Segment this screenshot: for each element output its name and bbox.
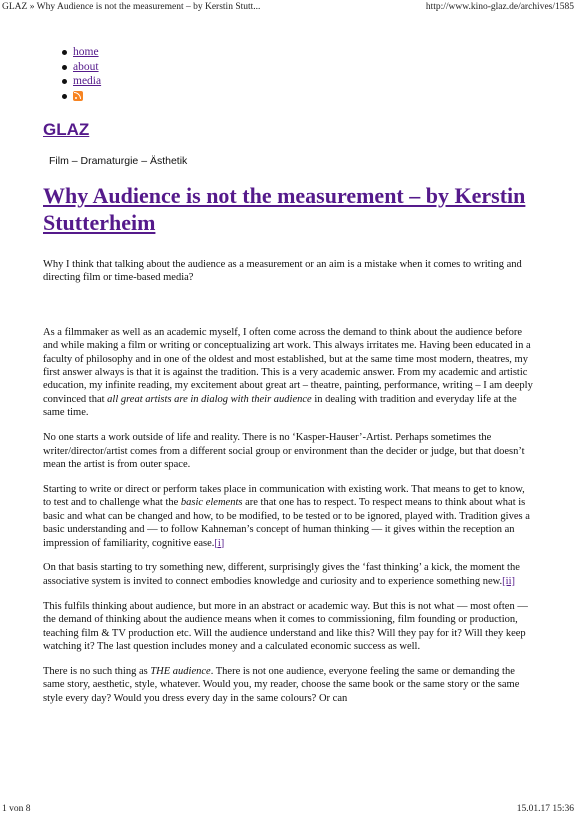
rss-feed-link[interactable] xyxy=(73,90,83,102)
site-navigation xyxy=(62,45,101,103)
footnote-link-1[interactable]: [i] xyxy=(214,537,225,549)
nav-item-rss xyxy=(62,89,101,104)
nav-item-home xyxy=(62,45,101,60)
paragraph-2: No one starts a work outside of life and reality. There is no ‘Kasper-Hauser’-Artist. Perhaps sometimes the writer/director/artist comes from a different social group or environment than the decider or judge, but that doesn’t mean the artist is from outer space. xyxy=(43,432,525,470)
paragraph-1-text-end: in dealing with tradition and everyday life at the same time. xyxy=(43,393,517,419)
post-title-link[interactable]: Why Audience is not the measurement – by Kerstin Stutterheim xyxy=(43,183,526,235)
print-footer xyxy=(0,802,577,816)
paragraph-6 xyxy=(43,665,535,705)
nav-link-home[interactable]: home xyxy=(73,46,99,58)
paragraph-4-text: On that basis starting to try something new, different, surprisingly gives the ‘fast thinking’ a kick, the moment the associative system is invited to connect embodies knowledge and curiosity and to experience something new. xyxy=(43,562,520,587)
paragraph-6-text-end: . There is not one audience, everyone feeling the same or demanding the same story, aesthetic, style, whatever. Would you, my reader, choose the same book or the same story or the same style every day? Would you dress every day in the same colours? Or can xyxy=(43,665,520,704)
nav-link-about[interactable]: about xyxy=(73,60,99,73)
post-title xyxy=(43,182,543,236)
post-intro: Why I think that talking about the audience as a measurement or an aim is a mistake when it comes to writing and directing film or time-based media? xyxy=(43,259,522,284)
print-header xyxy=(0,0,577,14)
paragraph-6-text: There is no such thing as xyxy=(43,665,151,677)
print-footer-page: 1 von 8 xyxy=(2,804,31,814)
nav-link-media[interactable]: media xyxy=(73,75,102,87)
footnote-link-2[interactable]: [ii] xyxy=(502,575,515,587)
paragraph-1 xyxy=(43,326,535,420)
nav-item-about xyxy=(62,60,101,75)
paragraph-3-text: Starting to write or direct or perform takes place in communication with existing work. That means to get to know, to test and to challenge what the xyxy=(43,483,525,509)
site-title-link[interactable]: GLAZ xyxy=(43,120,90,139)
site-title xyxy=(43,120,89,140)
paragraph-6-emphasis: THE audience xyxy=(150,665,211,677)
print-header-title: GLAZ » Why Audience is not the measurement – by Kerstin Stutt... xyxy=(2,2,261,12)
paragraph-3 xyxy=(43,483,535,550)
print-header-url: http://www.kino-glaz.de/archives/1585 xyxy=(425,2,574,12)
rss-feed-icon[interactable] xyxy=(73,91,83,101)
paragraph-5: This fulfils thinking about audience, but more in an abstract or academic way. But this is not what — most often — the demand of thinking about the audience means when it comes to commissioning, film founding or production, teaching film & TV production etc. Will the audience understand and like this? Will they pay for it? Will they keep watching it? The last question includes money and a calculated economic success as well. xyxy=(43,600,528,652)
site-description: Film – Dramaturgie – Ästhetik xyxy=(49,155,188,167)
post-content xyxy=(43,258,535,717)
paragraph-4 xyxy=(43,561,535,588)
nav-item-media xyxy=(62,74,101,89)
paragraph-1-text: As a filmmaker as well as an academic myself, I often come across the demand to think about the audience before and while making a film or writing or conceptualizing art work. This always irritates me. Having been educated in a faculty of philosophy and in one of the oldest and most established, but at the same time most modern, theatres, my first answer always is that it is against the tradition. This is a very academic answer. From my academic and artistic education, my infinite reading, my excitement about great art – theatre, painting, performance, writing – I am deeply convinced that xyxy=(43,326,533,405)
paragraph-3-emphasis: basic elements xyxy=(180,497,243,509)
print-footer-datetime: 15.01.17 15:36 xyxy=(516,804,574,814)
paragraph-1-emphasis: all great artists are in dialog with their audience xyxy=(107,393,312,405)
paragraph-3-text-end: are that one has to respect. To respect means to think about what is basic and what can be changed and how, to be modified, to be tested or to be ignored, played with. Tradition gives a basic understanding and — to follow Kahneman’s concept of human thinking — it gives within the reception an impression of familiarity, cognitive ease. xyxy=(43,497,530,549)
